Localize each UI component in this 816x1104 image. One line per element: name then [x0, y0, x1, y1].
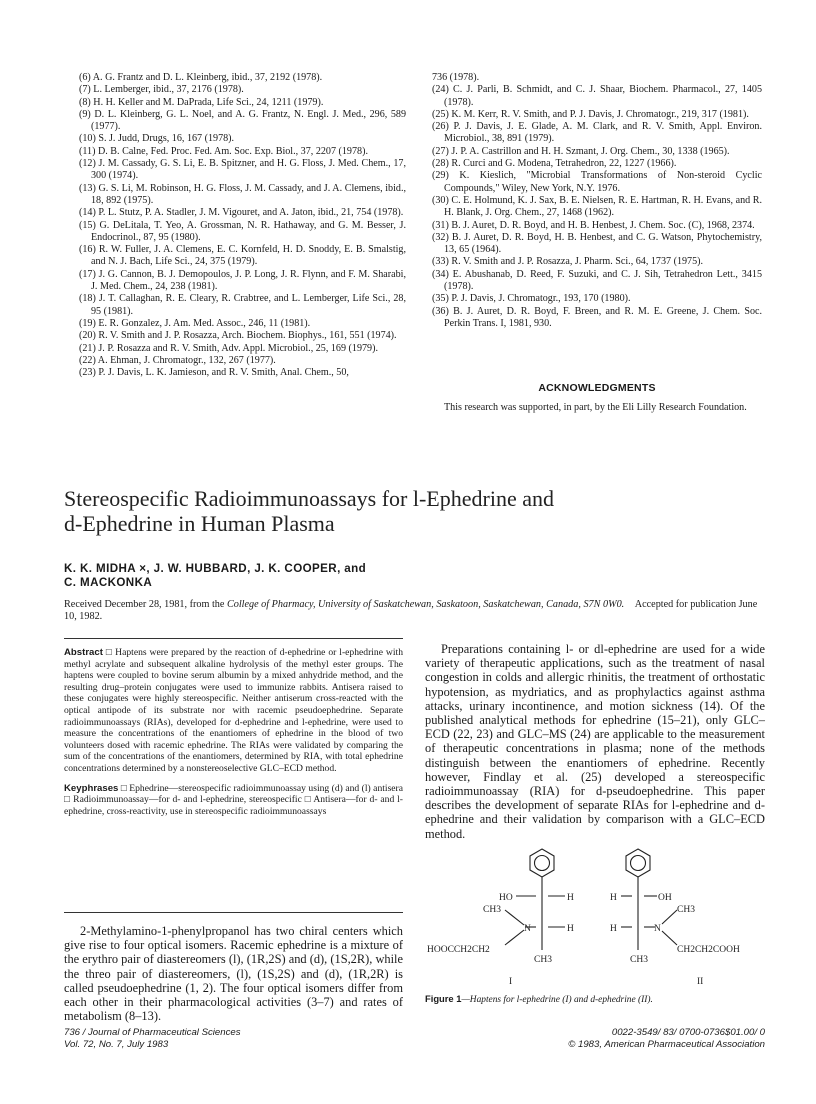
abstract-label: Abstract	[64, 647, 103, 658]
reference-item: (18) J. T. Callaghan, R. E. Cleary, R. Crabtree, and L. Lemberger, Life Sci., 28, 95 (1981).	[79, 293, 406, 317]
reference-item: (23) P. J. Davis, L. K. Jamieson, and R. V. Smith, Anal. Chem., 50,	[79, 367, 349, 379]
footer-copyright: © 1983, American Pharmaceutical Association	[568, 1038, 765, 1050]
reference-item: (35) P. J. Davis, J. Chromatogr., 193, 170 (1980).	[432, 293, 631, 305]
benzene-ring-I-circle	[535, 856, 550, 871]
article-title-line2: d-Ephedrine in Human Plasma	[64, 511, 335, 536]
reference-item: (34) E. Abushanab, D. Reed, F. Suzuki, and C. J. Sih, Tetrahedron Lett., 3415 (1978).	[432, 268, 762, 293]
received-prefix: Received December 28, 1981, from the	[64, 599, 227, 610]
label-I-H1: H	[567, 893, 574, 903]
reference-item: (6) A. G. Frantz and D. L. Kleinberg, ibid., 37, 2192 (1978).	[79, 72, 323, 83]
label-I-H2: H	[567, 924, 574, 934]
references-right	[432, 72, 762, 330]
footer-volume: Vol. 72, No. 7, July 1983	[64, 1038, 169, 1050]
abstract-text: Haptens were prepared by the reaction of d-ephedrine or l-ephedrine with methyl acrylate and subsequent alkaline hydrolysis of the methyl ester groups. The haptens were coupled to bovine serum albumin by a mixed anhydride method, and the resulting drug–protein conjugates were used to immunize rabbits. Antisera raised to these conjugates were highly stereospecific. Neither antiserum cross-reacted with the optical antipode of its substrate nor with racemic pseudoephedrine. Separate radioimmunoassays (RIAs), developed for d-ephedrine and l-ephedrine, were used to measure the concentrations of the enantiomers of ephedrine in the blood of two volunteers dosed with racemic ephedrine. The RIAs were validated by comparing the sum of the concentrations of the enantiomers, determined by RIA, with total ephedrine concentrations determined by a nonstereoselective GLC–ECD method.	[64, 647, 403, 774]
footer-journal: 736 / Journal of Pharmaceutical Sciences	[64, 1027, 241, 1038]
keywords-text: Ephedrine—stereospecific radioimmunoassay using (d) and (l) antisera □ Radioimmunoassay—for d- and l-ephedrine, stereospecific □ Antisera—for d- and l-ephedrine, cross-reactivity, use in stereospecific radioimmunoassays	[64, 782, 404, 817]
acknowledgments-section	[432, 382, 762, 415]
benzene-ring-I	[530, 849, 554, 877]
received-affiliation: College of Pharmacy, University of Saskatchewan, Saskatoon, Saskatchewan, Canada, S7N 0W0.	[226, 599, 625, 610]
article-authors	[64, 562, 764, 590]
article-title-line1: Stereospecific Radioimmunoassays for l-Ephedrine and	[64, 486, 554, 511]
reference-item: (11) D. B. Calne, Fed. Proc. Fed. Am. Soc. Exp. Biol., 37, 2207 (1978).	[79, 145, 368, 157]
abstract-paragraph	[64, 647, 403, 775]
authors-line1: K. K. MIDHA ×, J. W. HUBBARD, J. K. COOPER, and	[64, 562, 367, 575]
acknowledgments-text: This research was supported, in part, by the Eli Lilly Research Foundation.	[444, 402, 747, 414]
reference-item: (14) P. L. Stutz, P. A. Stadler, J. M. Vigouret, and A. Jaton, ibid., 21, 754 (1978).	[79, 207, 404, 219]
abstract-bottom-rule	[64, 912, 403, 913]
benzene-ring-II	[626, 849, 650, 877]
authors-line2: C. MACKONKA	[64, 576, 153, 589]
reference-item: (24) C. J. Parli, B. Schmidt, and C. J. Shaar, Biochem. Pharmacol., 27, 1405 (1978).	[432, 84, 762, 108]
body-left-paragraph: 2-Methylamino-1-phenylpropanol has two chiral centers which give rise to four optical isomers. Racemic ephedrine is a mixture of the erythro pair of diastereomers (l), (1R,2S) and (d), (1S,2R), while the threo pair of diastereomers, (l), (1S,2S) and (d), (1R,2R) is called pseudoephedrine (1, 2). The four optical isomers differ from each other in their pharmacological activities (3–7) and rates of metabolism (8–13).	[64, 924, 403, 1024]
label-I-CH3-bottom: CH3	[534, 955, 552, 965]
footer-issn: 0022-3549/ 83/ 0700-0736$01.00/ 0	[611, 1027, 765, 1038]
reference-item: (26) P. J. Davis, J. E. Glade, A. M. Clark, and R. V. Smith, Appl. Environ. Microbiol., 38, 891 (1979).	[432, 121, 762, 145]
figure-1-caption	[425, 993, 765, 1005]
reference-item: (33) R. V. Smith and J. P. Rosazza, J. Pharm. Sci., 64, 1737 (1975).	[432, 256, 704, 268]
label-II-numeral: II	[697, 977, 704, 987]
abstract-box-icon: □	[105, 647, 113, 658]
abstract-top-rule	[64, 638, 403, 639]
reference-item: (12) J. M. Cassady, G. S. Li, E. B. Spitzner, and H. G. Floss, J. Med. Chem., 17, 300 (1974).	[79, 158, 406, 182]
reference-item: (9) D. L. Kleinberg, G. L. Noel, and A. G. Frantz, N. Engl. J. Med., 296, 589 (1977).	[79, 108, 406, 133]
reference-item: (30) C. E. Holmund, K. J. Sax, B. E. Nielsen, R. E. Hartman, R. H. Evans, and R. H. Blank, J. Org. Chem., 27, 1468 (1962).	[432, 194, 762, 219]
reference-item: (16) R. W. Fuller, J. A. Clemens, E. C. Kornfeld, H. D. Snoddy, E. B. Smalstig, and N. J. Bach, Life Sci., 24, 375 (1979).	[79, 244, 406, 268]
keywords-paragraph	[64, 783, 403, 818]
reference-item: (36) B. J. Auret, D. R. Boyd, F. Breen, and R. M. E. Greene, J. Chem. Soc. Perkin Trans. I, 1981, 930.	[432, 305, 762, 329]
label-I-numeral: I	[509, 977, 513, 987]
footer-left	[64, 1027, 364, 1050]
keywords-box-icon: □	[120, 782, 127, 794]
reference-item: (10) S. J. Judd, Drugs, 16, 167 (1978).	[79, 133, 235, 145]
label-II-chain: CH2CH2COOH	[677, 945, 740, 955]
references-left	[79, 72, 406, 379]
reference-item: (27) J. P. A. Castrillon and H. H. Szmant, J. Org. Chem., 30, 1338 (1965).	[432, 145, 730, 157]
article-title	[64, 486, 764, 536]
label-I-HO: HO	[499, 893, 513, 903]
abstract-block	[64, 647, 403, 817]
label-II-H2: H	[610, 924, 617, 934]
label-I-N: N	[524, 924, 531, 934]
reference-item: 736 (1978).	[432, 72, 480, 83]
label-II-H1: H	[610, 893, 617, 903]
reference-item: (25) K. M. Kerr, R. V. Smith, and P. J. Davis, J. Chromatogr., 219, 317 (1981).	[432, 108, 749, 120]
received-accepted: Accepted for publication June 10, 1982.	[64, 599, 758, 623]
reference-item: (20) R. V. Smith and J. P. Rosazza, Arch. Biochem. Biophys., 161, 551 (1974).	[79, 330, 397, 342]
reference-item: (15) G. DeLitala, T. Yeo, A. Grossman, N. R. Hathaway, and G. M. Besser, J. Endocrinol., 87, 95 (1980).	[79, 219, 406, 243]
label-I-chain: HOOCCH2CH2	[427, 945, 490, 955]
label-I-CH3-top: CH3	[483, 905, 501, 915]
label-II-CH3-top: CH3	[677, 905, 695, 915]
label-II-OH: OH	[658, 893, 672, 903]
benzene-ring-II-circle	[631, 856, 646, 871]
reference-item: (7) L. Lemberger, ibid., 37, 2176 (1978).	[79, 84, 244, 96]
reference-item: (17) J. G. Cannon, B. J. Demopoulos, J. P. Long, J. R. Flynn, and F. M. Sharabi, J. Med. Chem., 24, 238 (1981).	[79, 268, 406, 293]
reference-item: (32) B. J. Auret, D. R. Boyd, H. B. Henbest, and C. G. Watson, Phytochemistry, 13, 65 (1964).	[432, 231, 762, 256]
label-II-CH3-bottom: CH3	[630, 955, 648, 965]
reference-item: (31) B. J. Auret, D. R. Boyd, and H. B. Henbest, J. Chem. Soc. (C), 1968, 2374.	[432, 219, 755, 231]
acknowledgments-heading: ACKNOWLEDGMENTS	[538, 382, 656, 394]
reference-item: (22) A. Ehman, J. Chromatogr., 132, 267 (1977).	[79, 354, 276, 366]
reference-item: (13) G. S. Li, M. Robinson, H. G. Floss, J. M. Cassady, and J. A. Clemens, ibid., 18, 892 (1975).	[79, 182, 406, 206]
body-left-column	[64, 924, 403, 1023]
figure-caption-label: Figure 1	[425, 993, 462, 1004]
reference-item: (8) H. H. Keller and M. DaPrada, Life Sci., 24, 1211 (1979).	[79, 96, 324, 108]
reference-item: (28) R. Curci and G. Modena, Tetrahedron, 22, 1227 (1966).	[432, 158, 677, 170]
reference-item: (21) J. P. Rosazza and R. V. Smith, Adv. Appl. Microbiol., 25, 169 (1979).	[79, 342, 378, 354]
body-right-paragraph: Preparations containing l- or dl-ephedrine are used for a wide variety of therapeutic applications, such as the treatment of nasal congestion in colds and allergic rhinitis, the treatment of orthostatic hypotension, as mydriatics, and as prophylactics against asthma attacks, urinary incontinence, and motion sickness (14). Of the published analytical methods for ephedrine (15–21), only GLC–ECD (22, 23) and GLC–MS (24) are applicable to the measurement of therapeutic concentrations in plasma; none of the methods distinguish between the enantiomers of ephedrine. Recently however, Findlay et al. (25) developed a stereospecific radioimmunoassay (RIA) for d-pseudoephedrine. This paper describes the development of separate RIAs for l-ephedrine and d-ephedrine and their validation by comparison with a GLC–ECD method.	[425, 642, 765, 841]
footer-right	[480, 1027, 765, 1050]
reference-item: (29) K. Kieslich, "Microbial Transformations of Non-steroid Cyclic Compounds," Wiley, New York, N.Y. 1976.	[432, 170, 762, 194]
body-right-column	[425, 642, 765, 841]
reference-item: (19) E. R. Gonzalez, J. Am. Med. Assoc., 246, 11 (1981).	[79, 317, 311, 329]
figure-caption-text: —Haptens for l-ephedrine (I) and d-ephedrine (II).	[461, 995, 653, 1005]
label-II-N: N	[654, 924, 661, 934]
keywords-label: Keyphrases	[64, 782, 119, 794]
received-info	[64, 599, 764, 624]
